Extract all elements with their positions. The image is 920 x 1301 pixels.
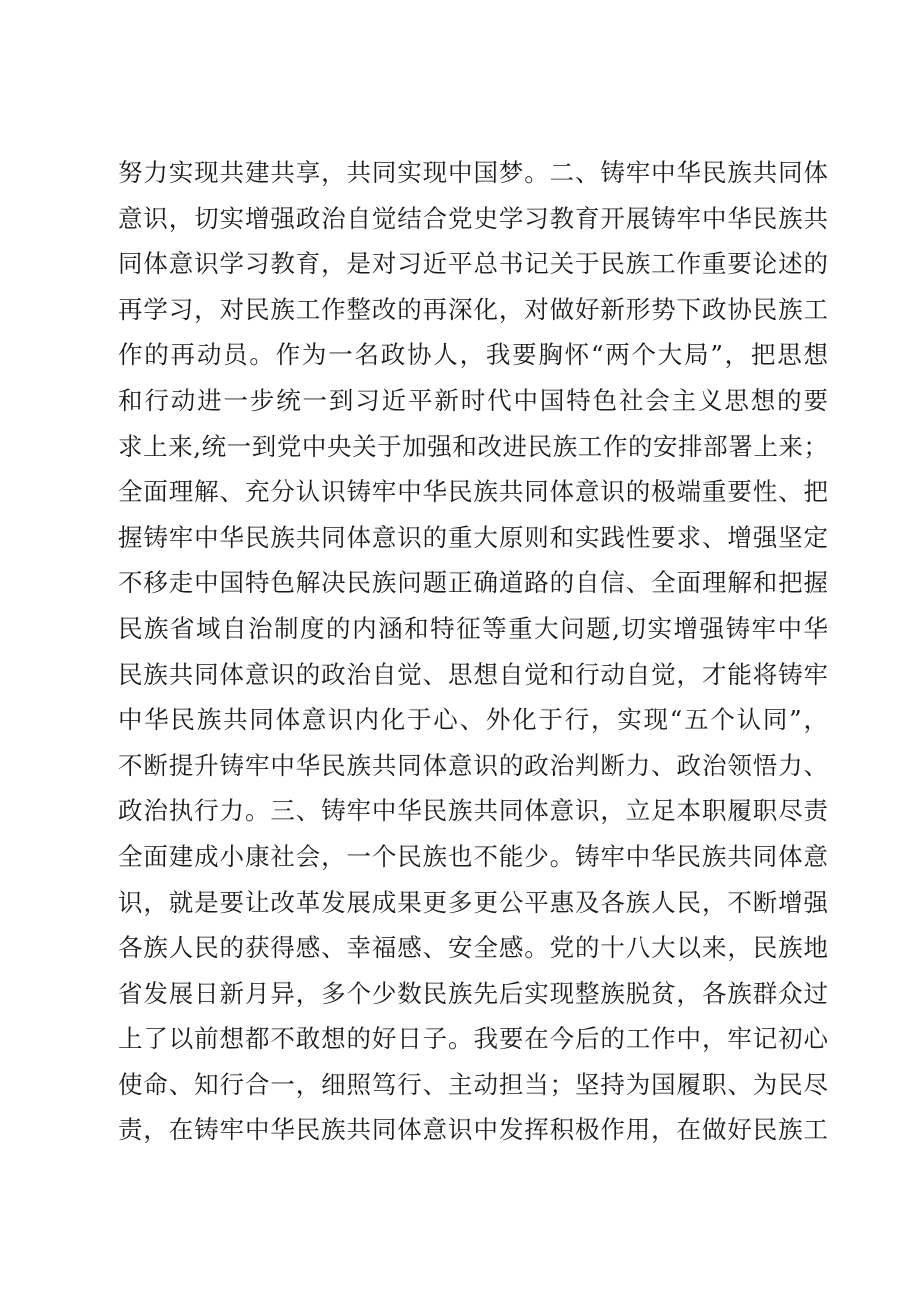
text-line: 求上来,统一到党中央关于加强和改进民族工作的安排部署上来； (118, 431, 828, 461)
text-line: 和行动进一步统一到习近平新时代中国特色社会主义思想的要 (118, 385, 828, 415)
text-line: 再学习，对民族工作整改的再深化，对做好新形势下政协民族工 (118, 294, 828, 324)
text-line: 识，就是要让改革发展成果更多更公平惠及各族人民，不断增强 (118, 887, 828, 917)
text-line: 全面建成小康社会，一个民族也不能少。铸牢中华民族共同体意 (118, 841, 828, 871)
text-line: 全面理解、充分认识铸牢中华民族共同体意识的极端重要性、把 (118, 477, 828, 507)
text-line: 同体意识学习教育，是对习近平总书记关于民族工作重要论述的 (118, 249, 828, 279)
text-line: 意识，切实增强政治自觉结合党史学习教育开展铸牢中华民族共 (118, 203, 828, 233)
text-line: 各族人民的获得感、幸福感、安全感。党的十八大以来，民族地 (118, 933, 828, 963)
text-line: 握铸牢中华民族共同体意识的重大原则和实践性要求、增强坚定 (118, 522, 828, 552)
text-line: 不移走中国特色解决民族问题正确道路的自信、全面理解和把握 (118, 568, 828, 598)
text-line: 责，在铸牢中华民族共同体意识中发挥积极作用，在做好民族工 (118, 1115, 828, 1145)
text-line: 民族共同体意识的政治自觉、思想自觉和行动自觉，才能将铸牢 (118, 659, 828, 689)
text-line: 努力实现共建共享，共同实现中国梦。二、铸牢中华民族共同体 (118, 158, 828, 187)
text-line: 不断提升铸牢中华民族共同体意识的政治判断力、政治领悟力、 (118, 750, 828, 780)
text-line: 省发展日新月异，多个少数民族先后实现整族脱贫，各族群众过 (118, 978, 828, 1008)
text-line: 政治执行力。三、铸牢中华民族共同体意识，立足本职履职尽责 (118, 796, 828, 826)
text-line: 民族省域自治制度的内涵和特征等重大问题,切实增强铸牢中华 (118, 613, 828, 643)
text-line: 作的再动员。作为一名政协人，我要胸怀“两个大局”，把思想 (118, 340, 828, 370)
text-line: 上了以前想都不敢想的好日子。我要在今后的工作中，牢记初心 (118, 1024, 828, 1054)
text-line: 使命、知行合一，细照笃行、主动担当；坚持为国履职、为民尽 (118, 1069, 828, 1099)
text-line: 中华民族共同体意识内化于心、外化于行，实现“五个认同”， (118, 705, 828, 735)
body-text (118, 150, 828, 1153)
